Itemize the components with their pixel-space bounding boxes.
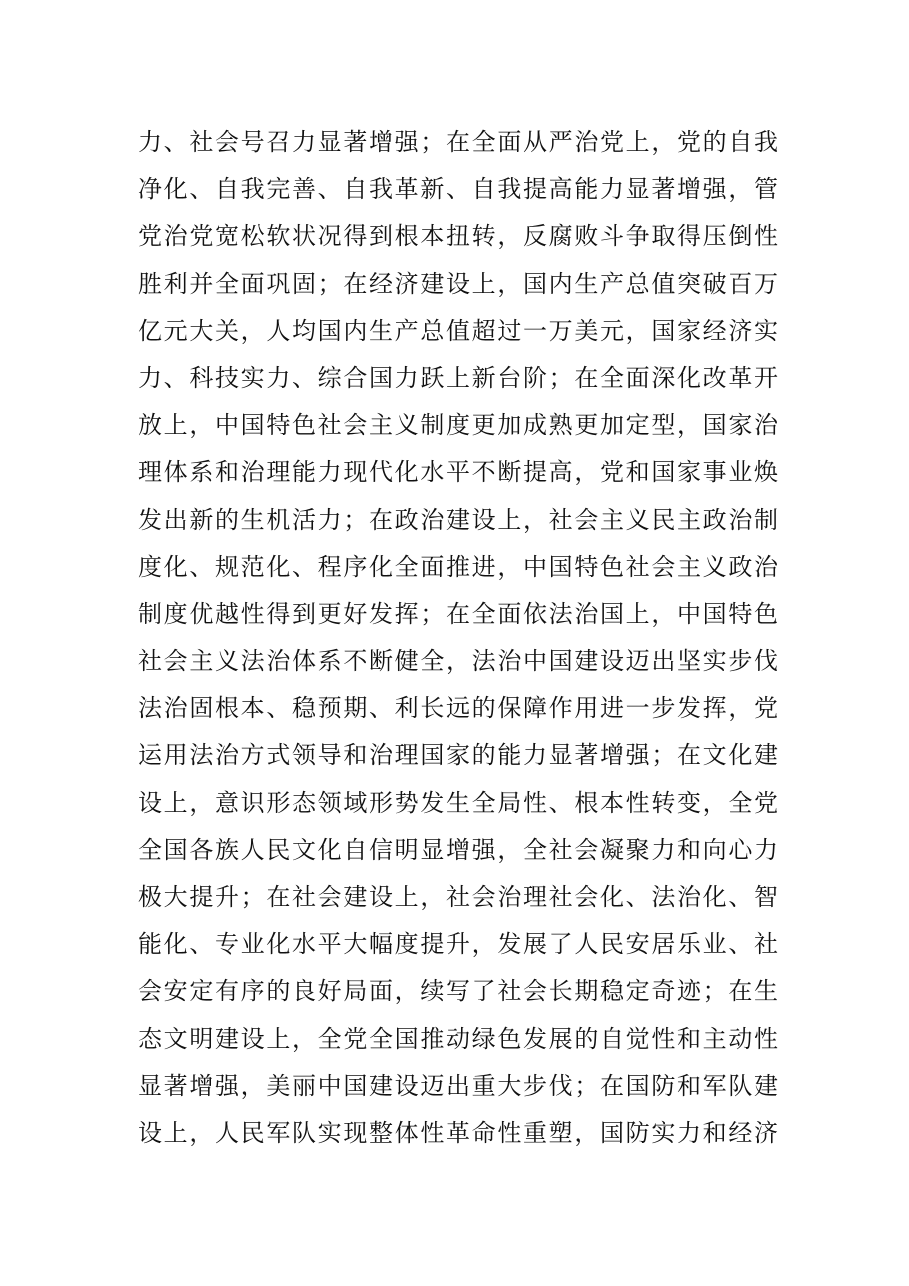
- text-line: 党治党宽松软状况得到根本扭转，反腐败斗争取得压倒性: [138, 222, 778, 251]
- text-line: 净化、自我完善、自我革新、自我提高能力显著增强，管: [138, 175, 778, 204]
- text-line: 全国各族人民文化自信明显增强，全社会凝聚力和向心力: [138, 835, 778, 864]
- body-text: [138, 119, 778, 1157]
- text-line: 胜利并全面巩固；在经济建设上，国内生产总值突破百万: [138, 269, 778, 298]
- text-line: 能化、专业化水平大幅度提升，发展了人民安居乐业、社: [138, 930, 778, 959]
- text-line: 放上，中国特色社会主义制度更加成熟更加定型，国家治: [138, 411, 778, 440]
- text-line: 制度优越性得到更好发挥；在全面依法治国上，中国特色: [138, 599, 778, 628]
- text-line: 极大提升；在社会建设上，社会治理社会化、法治化、智: [138, 883, 778, 911]
- text-line: 会安定有序的良好局面，续写了社会长期稳定奇迹；在生: [138, 977, 778, 1006]
- text-line: 理体系和治理能力现代化水平不断提高，党和国家事业焕: [138, 458, 778, 487]
- text-line: 设上，人民军队实现整体性革命性重塑，国防实力和经济: [138, 1118, 778, 1147]
- text-line: 力、科技实力、综合国力跃上新台阶；在全面深化改革开: [138, 363, 778, 392]
- text-line: 发出新的生机活力；在政治建设上，社会主义民主政治制: [138, 505, 778, 534]
- text-line: 社会主义法治体系不断健全，法治中国建设迈出坚实步伐: [138, 647, 778, 676]
- text-line: 态文明建设上，全党全国推动绿色发展的自觉性和主动性: [138, 1024, 778, 1053]
- text-line: 设上，意识形态领域形势发生全局性、根本性转变，全党: [138, 788, 778, 817]
- text-line: 力、社会号召力显著增强；在全面从严治党上，党的自我: [138, 128, 778, 156]
- text-line: 亿元大关，人均国内生产总值超过一万美元，国家经济实: [138, 316, 778, 345]
- text-line: 法治固根本、稳预期、利长远的保障作用进一步发挥，党: [138, 694, 778, 723]
- text-line: 运用法治方式领导和治理国家的能力显著增强；在文化建: [138, 741, 778, 770]
- text-line: 显著增强，美丽中国建设迈出重大步伐；在国防和军队建: [138, 1071, 778, 1100]
- text-line: 度化、规范化、程序化全面推进，中国特色社会主义政治: [138, 552, 778, 581]
